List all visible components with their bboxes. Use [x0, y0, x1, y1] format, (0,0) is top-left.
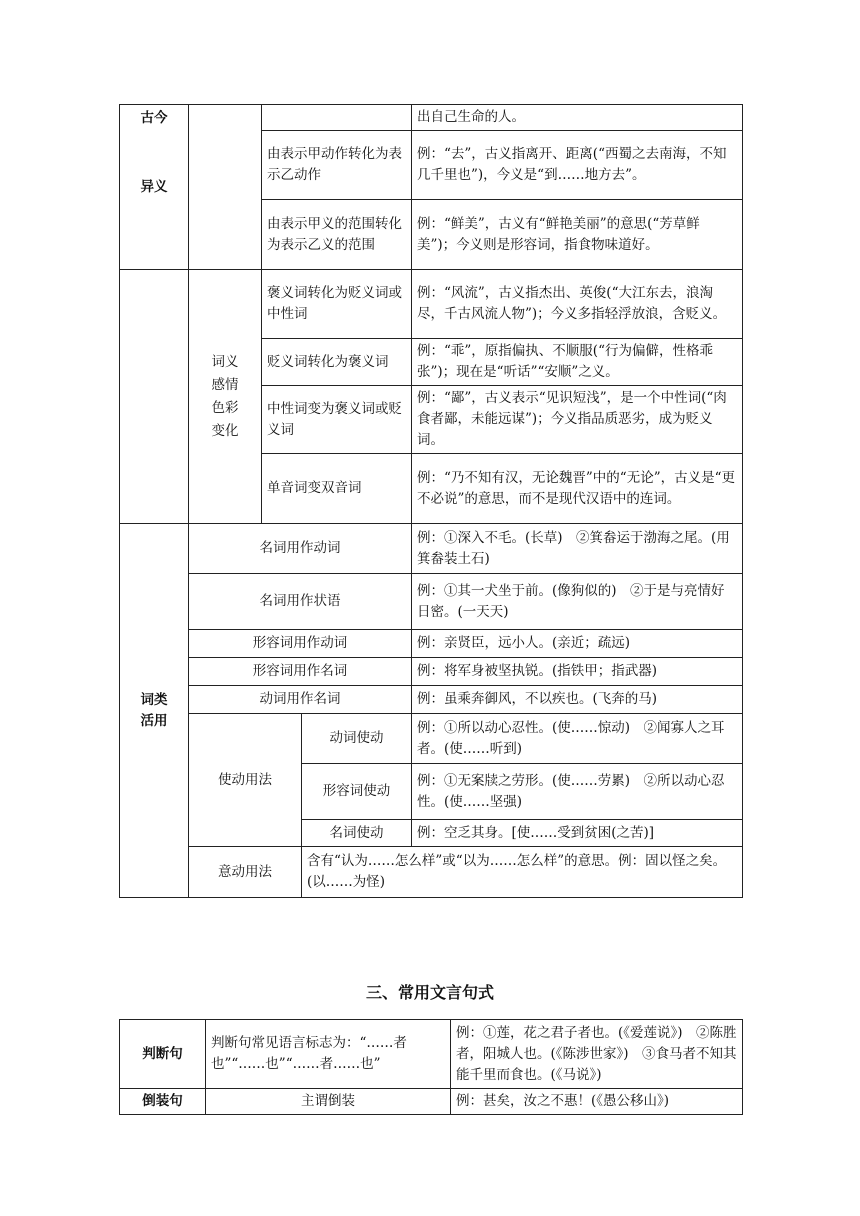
- ganqing-sub-1: 贬义词转化为褒义词: [262, 339, 412, 386]
- ganqing-sub-0: 褒义词转化为贬义词或中性词: [262, 270, 412, 339]
- gujin-sub-1: 由表示甲动作转化为表示乙动作: [262, 131, 412, 200]
- gujin-sub-0: [262, 105, 412, 131]
- huoyong-category: 词类活用: [120, 524, 189, 898]
- huoyong-type-1: 名词用作状语: [189, 574, 412, 630]
- huoyong-example-2: 例：亲贤臣，远小人。(亲近；疏远): [412, 630, 743, 658]
- pattern-example-1: 例：甚矣，汝之不惠！(《愚公移山》): [451, 1089, 743, 1115]
- ganqing-example-3: 例：“乃不知有汉，无论魏晋”中的“无论”，古义是“更不必说”的意思，而不是现代汉语中的连词。: [412, 454, 743, 524]
- yidong-text: 含有“认为……怎么样”或“以为……怎么样”的意思。例：固以怪之矣。(以……为怪): [302, 847, 743, 898]
- sentence-pattern-table: [119, 1019, 743, 1115]
- ganqing-example-0: 例：“风流”，古义指杰出、英俊(“大江东去，浪淘尽，千古风流人物”)；今义多指轻浮放浪，含贬义。: [412, 270, 743, 339]
- pattern-type-0: 判断句: [120, 1020, 206, 1089]
- pattern-type-1: 倒装句: [120, 1089, 206, 1115]
- shidong-example-2: 例：空乏其身。[使……受到贫困(之苦)]: [412, 820, 743, 847]
- shidong-sub-2: 名词使动: [302, 820, 412, 847]
- gujin-example-2: 例：“鲜美”，古义有“鲜艳美丽”的意思(“芳草鲜美”)；今义则是形容词，指食物味道好。: [412, 200, 743, 270]
- gujin-category: [120, 105, 189, 270]
- shidong-sub-0: 动词使动: [302, 714, 412, 764]
- gujin-empty: [189, 105, 262, 270]
- gujin-example-1: 例：“去”，古义指离开、距离(“西蜀之去南海，不知几千里也”)，今义是“到……地方去”。: [412, 131, 743, 200]
- shidong-example-1: 例：①无案牍之劳形。(使……劳累) ②所以动心忍性。(使……坚强): [412, 764, 743, 820]
- huoyong-example-3: 例：将军身被坚执锐。(指铁甲；指武器): [412, 658, 743, 686]
- pattern-desc-0: 判断句常见语言标志为：“……者也”“……也”“……者……也”: [206, 1020, 451, 1089]
- huoyong-type-2: 形容词用作动词: [189, 630, 412, 658]
- ganqing-sub-3: 单音词变双音词: [262, 454, 412, 524]
- huoyong-type-4: 动词用作名词: [189, 686, 412, 714]
- ganqing-example-1: 例：“乖”，原指偏执、不顺服(“行为偏僻，性格乖张”)；现在是“听话”“安顺”之义。: [412, 339, 743, 386]
- huoyong-type-0: 名词用作动词: [189, 524, 412, 574]
- huoyong-type-3: 形容词用作名词: [189, 658, 412, 686]
- huoyong-example-0: 例：①深入不毛。(长草) ②箕畚运于渤海之尾。(用箕畚装土石): [412, 524, 743, 574]
- gujin-example-0: 出自己生命的人。: [412, 105, 743, 131]
- pattern-example-0: 例：①莲，花之君子者也。(《爱莲说》) ②陈胜者，阳城人也。(《陈涉世家》) ③食马者不知其能千里而食也。(《马说》): [451, 1020, 743, 1089]
- huoyong-example-1: 例：①其一犬坐于前。(像狗似的) ②于是与亮情好日密。(一天天): [412, 574, 743, 630]
- shidong-sub-1: 形容词使动: [302, 764, 412, 820]
- gujin-sub-2: 由表示甲义的范围转化为表示乙义的范围: [262, 200, 412, 270]
- grammar-table-1: [119, 104, 743, 898]
- gujin-continued: [120, 270, 189, 524]
- pattern-desc-1: 主谓倒装: [206, 1089, 451, 1115]
- huoyong-example-4: 例：虽乘奔御风，不以疾也。(飞奔的马): [412, 686, 743, 714]
- yidong-label: 意动用法: [189, 847, 302, 898]
- gujin-top: 古今: [140, 110, 168, 126]
- shidong-label: 使动用法: [189, 714, 302, 847]
- ganqing-sub-2: 中性词变为褒义词或贬义词: [262, 386, 412, 454]
- section-title: 三、常用文言句式: [365, 983, 494, 1002]
- shidong-example-0: 例：①所以动心忍性。(使……惊动) ②闻寡人之耳者。(使……听到): [412, 714, 743, 764]
- ganqing-example-2: 例：“鄙”，古义表示“见识短浅”，是一个中性词(“肉食者鄙，未能远谋”)；今义指品质恶劣，成为贬义词。: [412, 386, 743, 454]
- ganqing-label: 词义感情色彩变化: [189, 270, 262, 524]
- gujin-bottom: 异义: [140, 179, 168, 195]
